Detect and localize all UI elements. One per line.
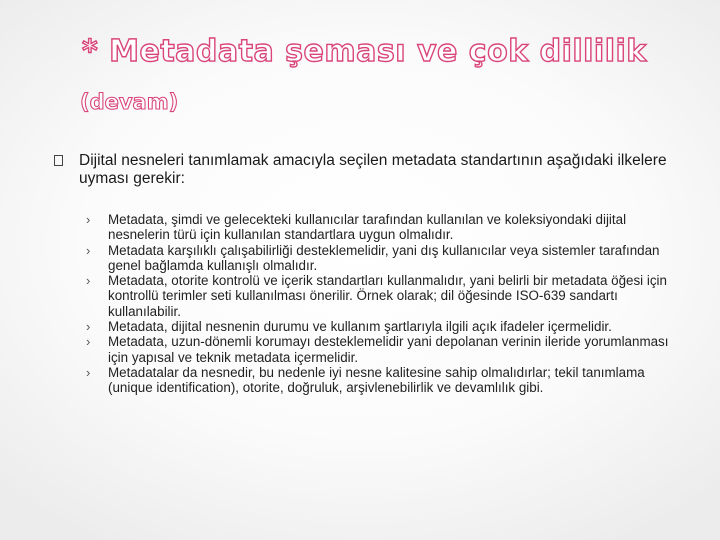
chevron-right-icon: › [86, 242, 91, 258]
chevron-right-icon: › [86, 273, 91, 289]
slide-subtitle: (devam) [80, 90, 179, 114]
sub-bullet-item [86, 365, 680, 396]
sub-bullet-text: Metadata karşılıklı çalışabilirliği desteklemelidir, yani dış kullanıcılar veya sistemler tarafından genel bağlamda kullanışlı olmalıdır. [108, 242, 660, 273]
slide-title: * Metadata şeması ve çok dillilik [82, 34, 647, 69]
sub-bullet-item [86, 212, 680, 243]
sub-bullet-list [86, 212, 680, 396]
main-bullet [54, 152, 684, 188]
sub-bullet-item [86, 334, 680, 365]
chevron-right-icon: › [86, 212, 91, 227]
sub-bullet-text: Metadata, dijital nesnenin durumu ve kullanım şartlarıyla ilgili açık ifadeler içermelidir. [108, 319, 612, 335]
main-bullet-text: Dijital nesneleri tanımlamak amacıyla seçilen metadata standartının aşağıdaki ilkelere uyması gerekir: [79, 152, 667, 187]
sub-bullet-text: Metadata, otorite kontrolü ve içerik standartları kullanmalıdır, yani belirli bir metadata öğesi için kontrollü terimler seti kullanılması önerilir. Örnek olarak; dil öğesinde ISO-639 sandartı kullanılabilir. [108, 273, 667, 319]
sub-bullet-item [86, 319, 680, 334]
chevron-right-icon: › [86, 334, 91, 350]
sub-bullet-item [86, 243, 680, 274]
sub-bullet-text: Metadatalar da nesnedir, bu nedenle iyi nesne kalitesine sahip olmalıdırlar; tekil tanımlama (unique identification), otorite, doğruluk, arşivlenebilirlik ve devamlılık gibi. [108, 364, 645, 396]
sub-bullet-item [86, 273, 680, 319]
square-bullet-icon [54, 155, 63, 166]
sub-bullet-text: Metadata, uzun-dönemli korumayı desteklemelidir yani depolanan verinin ileride yorumlanması için yapısal ve teknik metadata içermelidir. [108, 334, 669, 365]
chevron-right-icon: › [86, 319, 91, 335]
chevron-right-icon: › [86, 364, 91, 380]
sub-bullet-text: Metadata, şimdi ve gelecekteki kullanıcılar tarafından kullanılan ve koleksiyondaki dijital nesnelerin türü için kullanılan standartlara uygun olmalıdır. [108, 212, 627, 243]
